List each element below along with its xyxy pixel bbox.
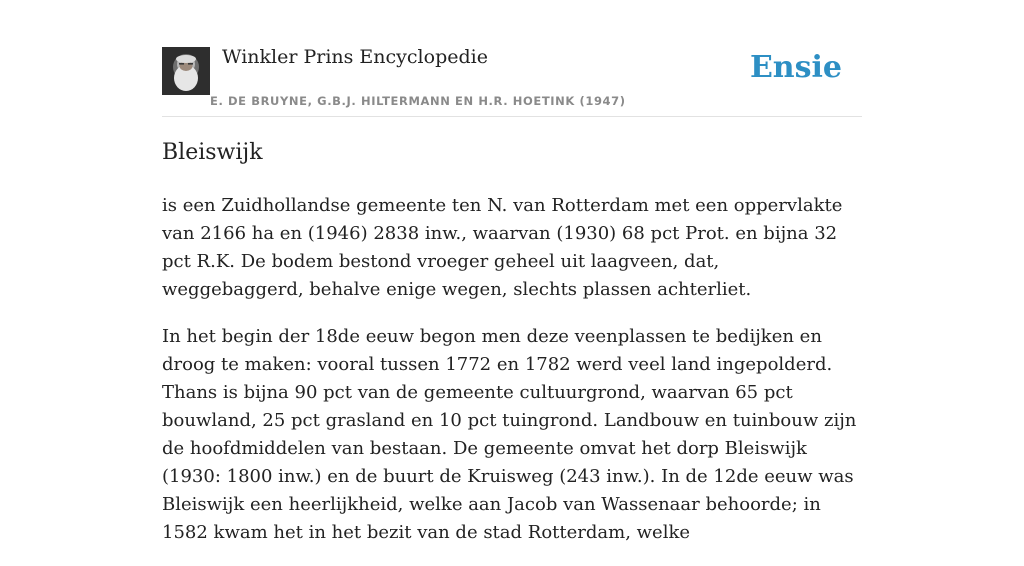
entry-title: Bleiswijk <box>162 140 263 165</box>
entry-body <box>162 192 862 566</box>
entry-paragraph: In het begin der 18de eeuw begon men deze veenplassen te bedijken en droog te maken: vooral tussen 1772 en 1782 werd veel land ingepolderd. Thans is bijna 90 pct van de gemeente cultuurgrond, waarvan 65 pct bouwland, 25 pct grasland en 10 pct tuingrond. Landbouw en tuinbouw zijn de hoofdmiddelen van bestaan. De gemeente omvat het dorp Bleiswijk (1930: 1800 inw.) en de buurt de Kruisweg (243 inw.). In de 12de eeuw was Bleiswijk een heerlijkheid, welke aan Jacob van Wassenaar behoorde; in 1582 kwam het in het bezit van de stad Rotterdam, welke <box>162 326 857 543</box>
page <box>162 0 862 543</box>
author-portrait-icon <box>162 47 210 95</box>
authors-line: E. DE BRUYNE, G.B.J. HILTERMANN EN H.R. HOETINK (1947) <box>210 94 626 108</box>
ensie-logo-link[interactable]: Ensie <box>749 50 842 85</box>
site-header <box>162 0 862 117</box>
entry-paragraph: is een Zuidhollandse gemeente ten N. van Rotterdam met een oppervlakte van 2166 ha en (1946) 2838 inw., waarvan (1930) 68 pct Prot. en bijna 32 pct R.K. De bodem bestond vroeger geheel uit laagveen, dat, weggebaggerd, behalve enige wegen, slechts plassen achterliet. <box>162 195 843 300</box>
avatar <box>162 47 210 95</box>
book-title: Winkler Prins Encyclopedie <box>222 46 488 68</box>
